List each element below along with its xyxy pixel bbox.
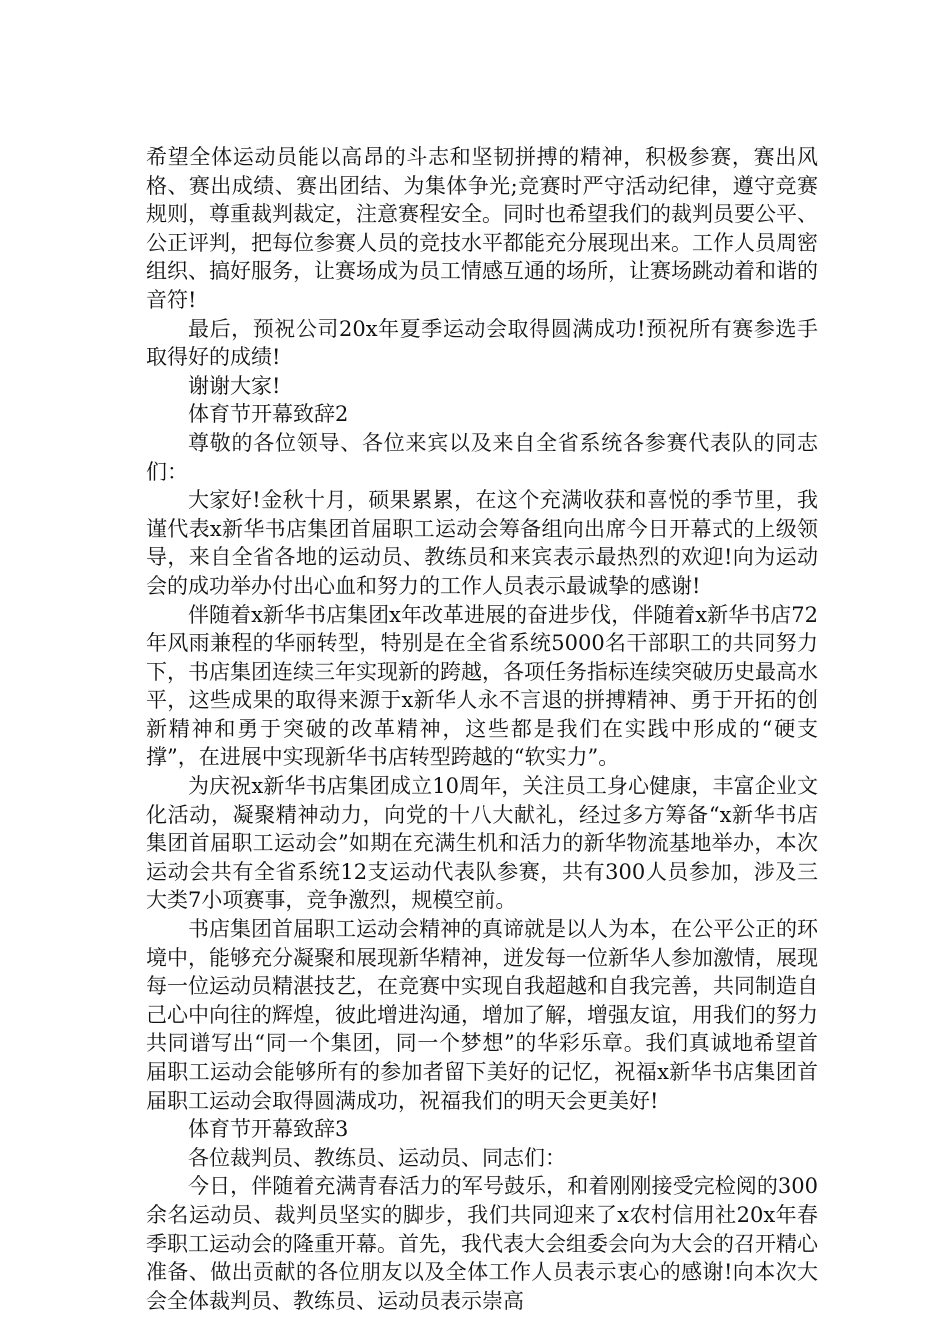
document-page (146, 143, 818, 1315)
body-paragraph: 书店集团首届职工运动会精神的真谛就是以人为本，在公平公正的环境中，能够充分凝聚和展现新华精神，迸发每一位新华人参加激情，展现每一位运动员精湛技艺，在竞赛中实现自我超越和自我完善，共同制造自己心中向往的辉煌，彼此增进沟通，增加了解，增强友谊，用我们的努力共同谱写出“同一个集团，同一个梦想”的华彩乐章。我们真诚地希望首届职工运动会能够所有的参加者留下美好的记忆，祝福x新华书店集团首届职工运动会取得圆满成功，祝福我们的明天会更美好! (146, 917, 818, 1113)
salutation-paragraph: 各位裁判员、教练员、运动员、同志们： (188, 1145, 566, 1170)
section-heading: 体育节开幕致辞2 (188, 402, 349, 427)
body-paragraph: 谢谢大家! (188, 373, 281, 398)
body-paragraph: 大家好!金秋十月，硕果累累，在这个充满收获和喜悦的季节里，我谨代表x新华书店集团首届职工运动会筹备组向出席今日开幕式的上级领导，来自全省各地的运动员、教练员和来宾表示最热烈的欢迎!向为运动会的成功举办付出心血和努力的工作人员表示最诚挚的感谢! (146, 488, 818, 598)
body-paragraph: 希望全体运动员能以高昂的斗志和坚韧拼搏的精神，积极参赛，赛出风格、赛出成绩、赛出团结、为集体争光;竞赛时严守活动纪律，遵守竞赛规则，尊重裁判裁定，注意赛程安全。同时也希望我们的裁判员要公平、公正评判，把每位参赛人员的竞技水平都能充分展现出来。工作人员周密组织、搞好服务，让赛场成为员工情感互通的场所，让赛场跳动着和谐的音符! (146, 145, 818, 312)
salutation-paragraph: 尊敬的各位领导、各位来宾以及来自全省系统各参赛代表队的同志们： (146, 430, 818, 484)
body-paragraph: 伴随着x新华书店集团x年改革进展的奋进步伐，伴随着x新华书店72年风雨兼程的华丽转型，特别是在全省系统5000名干部职工的共同努力下，书店集团连续三年实现新的跨越，各项任务指标连续突破历史最高水平，这些成果的取得来源于x新华人永不言退的拼搏精神、勇于开拓的创新精神和勇于突破的改革精神，这些都是我们在实践中形成的“硬支撑”，在进展中实现新华书店转型跨越的“软实力”。 (146, 602, 818, 770)
body-paragraph: 为庆祝x新华书店集团成立10周年，关注员工身心健康，丰富企业文化活动，凝聚精神动力，向党的十八大献礼，经过多方筹备“x新华书店集团首届职工运动会”如期在充满生机和活力的新华物流基地举办，本次运动会共有全省系统12支运动代表队参赛，共有300人员参加，涉及三大类7小项赛事，竞争激烈，规模空前。 (146, 774, 818, 913)
body-paragraph: 最后，预祝公司20x年夏季运动会取得圆满成功!预祝所有赛参选手取得好的成绩! (146, 316, 818, 370)
section-heading: 体育节开幕致辞3 (188, 1117, 349, 1142)
body-paragraph: 今日，伴随着充满青春活力的军号鼓乐，和着刚刚接受完检阅的300余名运动员、裁判员坚实的脚步，我们共同迎来了x农村信用社20x年春季职工运动会的隆重开幕。首先，我代表大会组委会向为大会的召开精心准备、做出贡献的各位朋友以及全体工作人员表示衷心的感谢!向本次大会全体裁判员、教练员、运动员表示崇高 (146, 1174, 818, 1313)
